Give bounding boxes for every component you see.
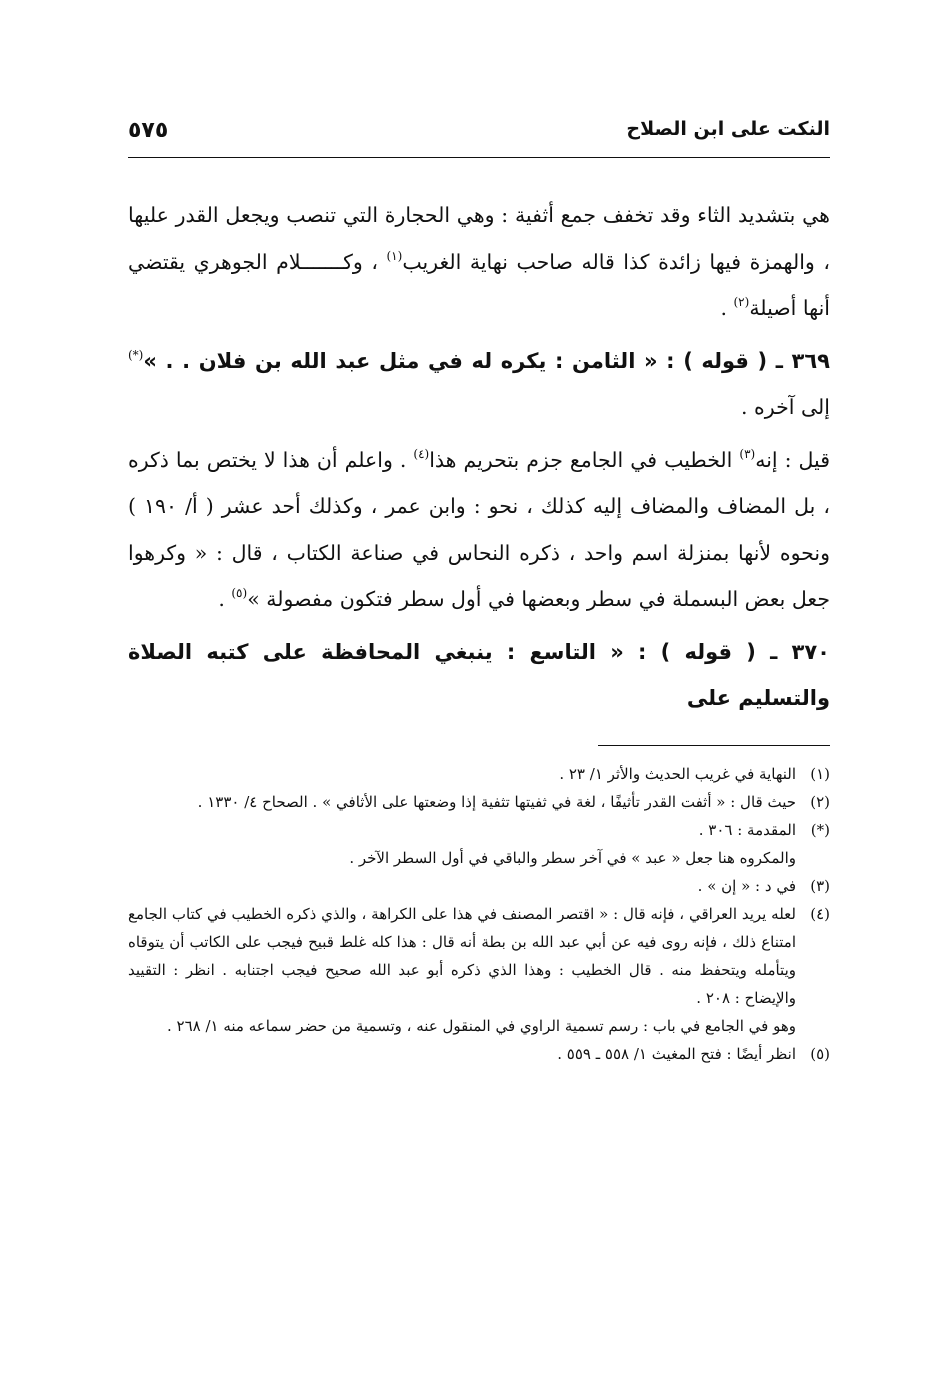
footnote-marker-star: (*) xyxy=(128,347,144,362)
footnote-marker-5: (٥) xyxy=(231,586,248,600)
footnote-number: (٣) xyxy=(810,877,830,895)
page-number: ٥٧٥ xyxy=(128,118,169,143)
footnote: (٣) في د : « إن » . xyxy=(128,872,830,900)
footnote-continuation: والمكروه هنا جعل « عبد » في آخر سطر والباقي في أول السطر الآخر . xyxy=(349,849,796,867)
paragraph-370 xyxy=(128,629,830,722)
page-header xyxy=(128,118,830,154)
footnote-number: (*) xyxy=(810,821,830,839)
footnote: (٢) حيث قال : « أثفت القدر تأثيفًا ، لغة في ثفيتها تثفية إذا وضعتها على الأثافي » . الصحاح ٤/ ١٣٣٠ . xyxy=(128,788,830,816)
footnote-divider xyxy=(598,745,830,746)
paragraph-369: ٣٦٩ ـ ( قوله ) : « الثامن : يكره له في مثل عبد الله بن فلان . . »(*) إلى آخره . xyxy=(128,347,830,419)
footnote-number: (٢) xyxy=(810,793,830,811)
footnote: (١) النهاية في غريب الحديث والأثر ١/ ٢٣ . xyxy=(128,760,830,788)
paragraph-3: قيل : إنه$^{(٣)}$ الخطيب في الجامع جزم بتحريم هذا$^{(٤)}$ . واعلم أن هذا لا يختص بما ذكره ، بل المضاف والمضاف إليه كذلك ، نحو : وابن عمر ، وكذلك أحد عشر ( أ/ ١٩٠ ) ونحوه لأنها بمنزلة اسم واحد ، ذكره النحاس في صناعة الكتاب ، قال : « وكرهوا جعل بعض البسملة في سطر وبعضها في أول سطر فتكون مفصولة »$^{(٥)}$ . xyxy=(128,446,831,611)
footnote-marker-3: (٣) xyxy=(739,446,756,461)
footnote: (٤) لعله يريد العراقي ، فإنه قال : « اقتصر المصنف في هذا على الكراهة ، والذي ذكره الخطيب في كتاب الجامع امتناع ذلك ، فإنه روى فيه عن أبي عبد الله بن بطة أنه قال : هذا كله غلط قبيح فيجب على الكاتب أن يتوقاه ويتأمله ويتحفظ منه . قال الخطيب : وهذا الذي ذكره أبو عبد الله صحيح فيجب اجتنابه . انظر : التقييد والإيضاح : ٢٠٨ . xyxy=(128,900,830,1012)
running-title: النكت على ابن الصلاح xyxy=(626,118,830,140)
paragraph-1: هي بتشديد الثاء وقد تخفف جمع أثفية : وهي الحجارة التي تنصب ويجعل القدر عليها ، والهمزة فيها زائدة كذا قاله صاحب نهاية الغريب$^{(١)}$ ، وكـــــــلام الجوهري يقتضي أنها أصيلة$^{(٢)}$ . xyxy=(128,203,830,320)
footnote-continuation: وهو في الجامع في باب : رسم تسمية الراوي في المنقول عنه ، وتسمية من حضر سماعه منه ١/ ٢٦٨ . xyxy=(166,1017,796,1035)
footnote-marker-4: (٤) xyxy=(413,446,430,461)
main-text xyxy=(128,192,830,722)
entry-heading-370: ٣٧٠ ـ ( قوله ) : « التاسع : ينبغي المحافظة على كتبه الصلاة والتسليم على xyxy=(128,639,830,710)
footnote: (٥) انظر أيضًا : فتح المغيث ١/ ٥٥٨ ـ ٥٥٩ . xyxy=(128,1040,830,1068)
footnote-marker-2: (٢) xyxy=(733,295,750,309)
footnotes xyxy=(128,760,830,1068)
footnote-number: (٤) xyxy=(810,905,830,923)
header-divider xyxy=(128,157,830,158)
footnote-number: (١) xyxy=(810,765,830,783)
footnote-number: (٥) xyxy=(810,1045,830,1063)
footnote: (*) المقدمة : ٣٠٦ . xyxy=(128,816,830,844)
footnote-marker-1: (١) xyxy=(386,248,403,263)
entry-heading-369: ٣٦٩ ـ ( قوله ) : « الثامن : يكره له في مثل عبد الله بن فلان . . » xyxy=(143,348,830,373)
